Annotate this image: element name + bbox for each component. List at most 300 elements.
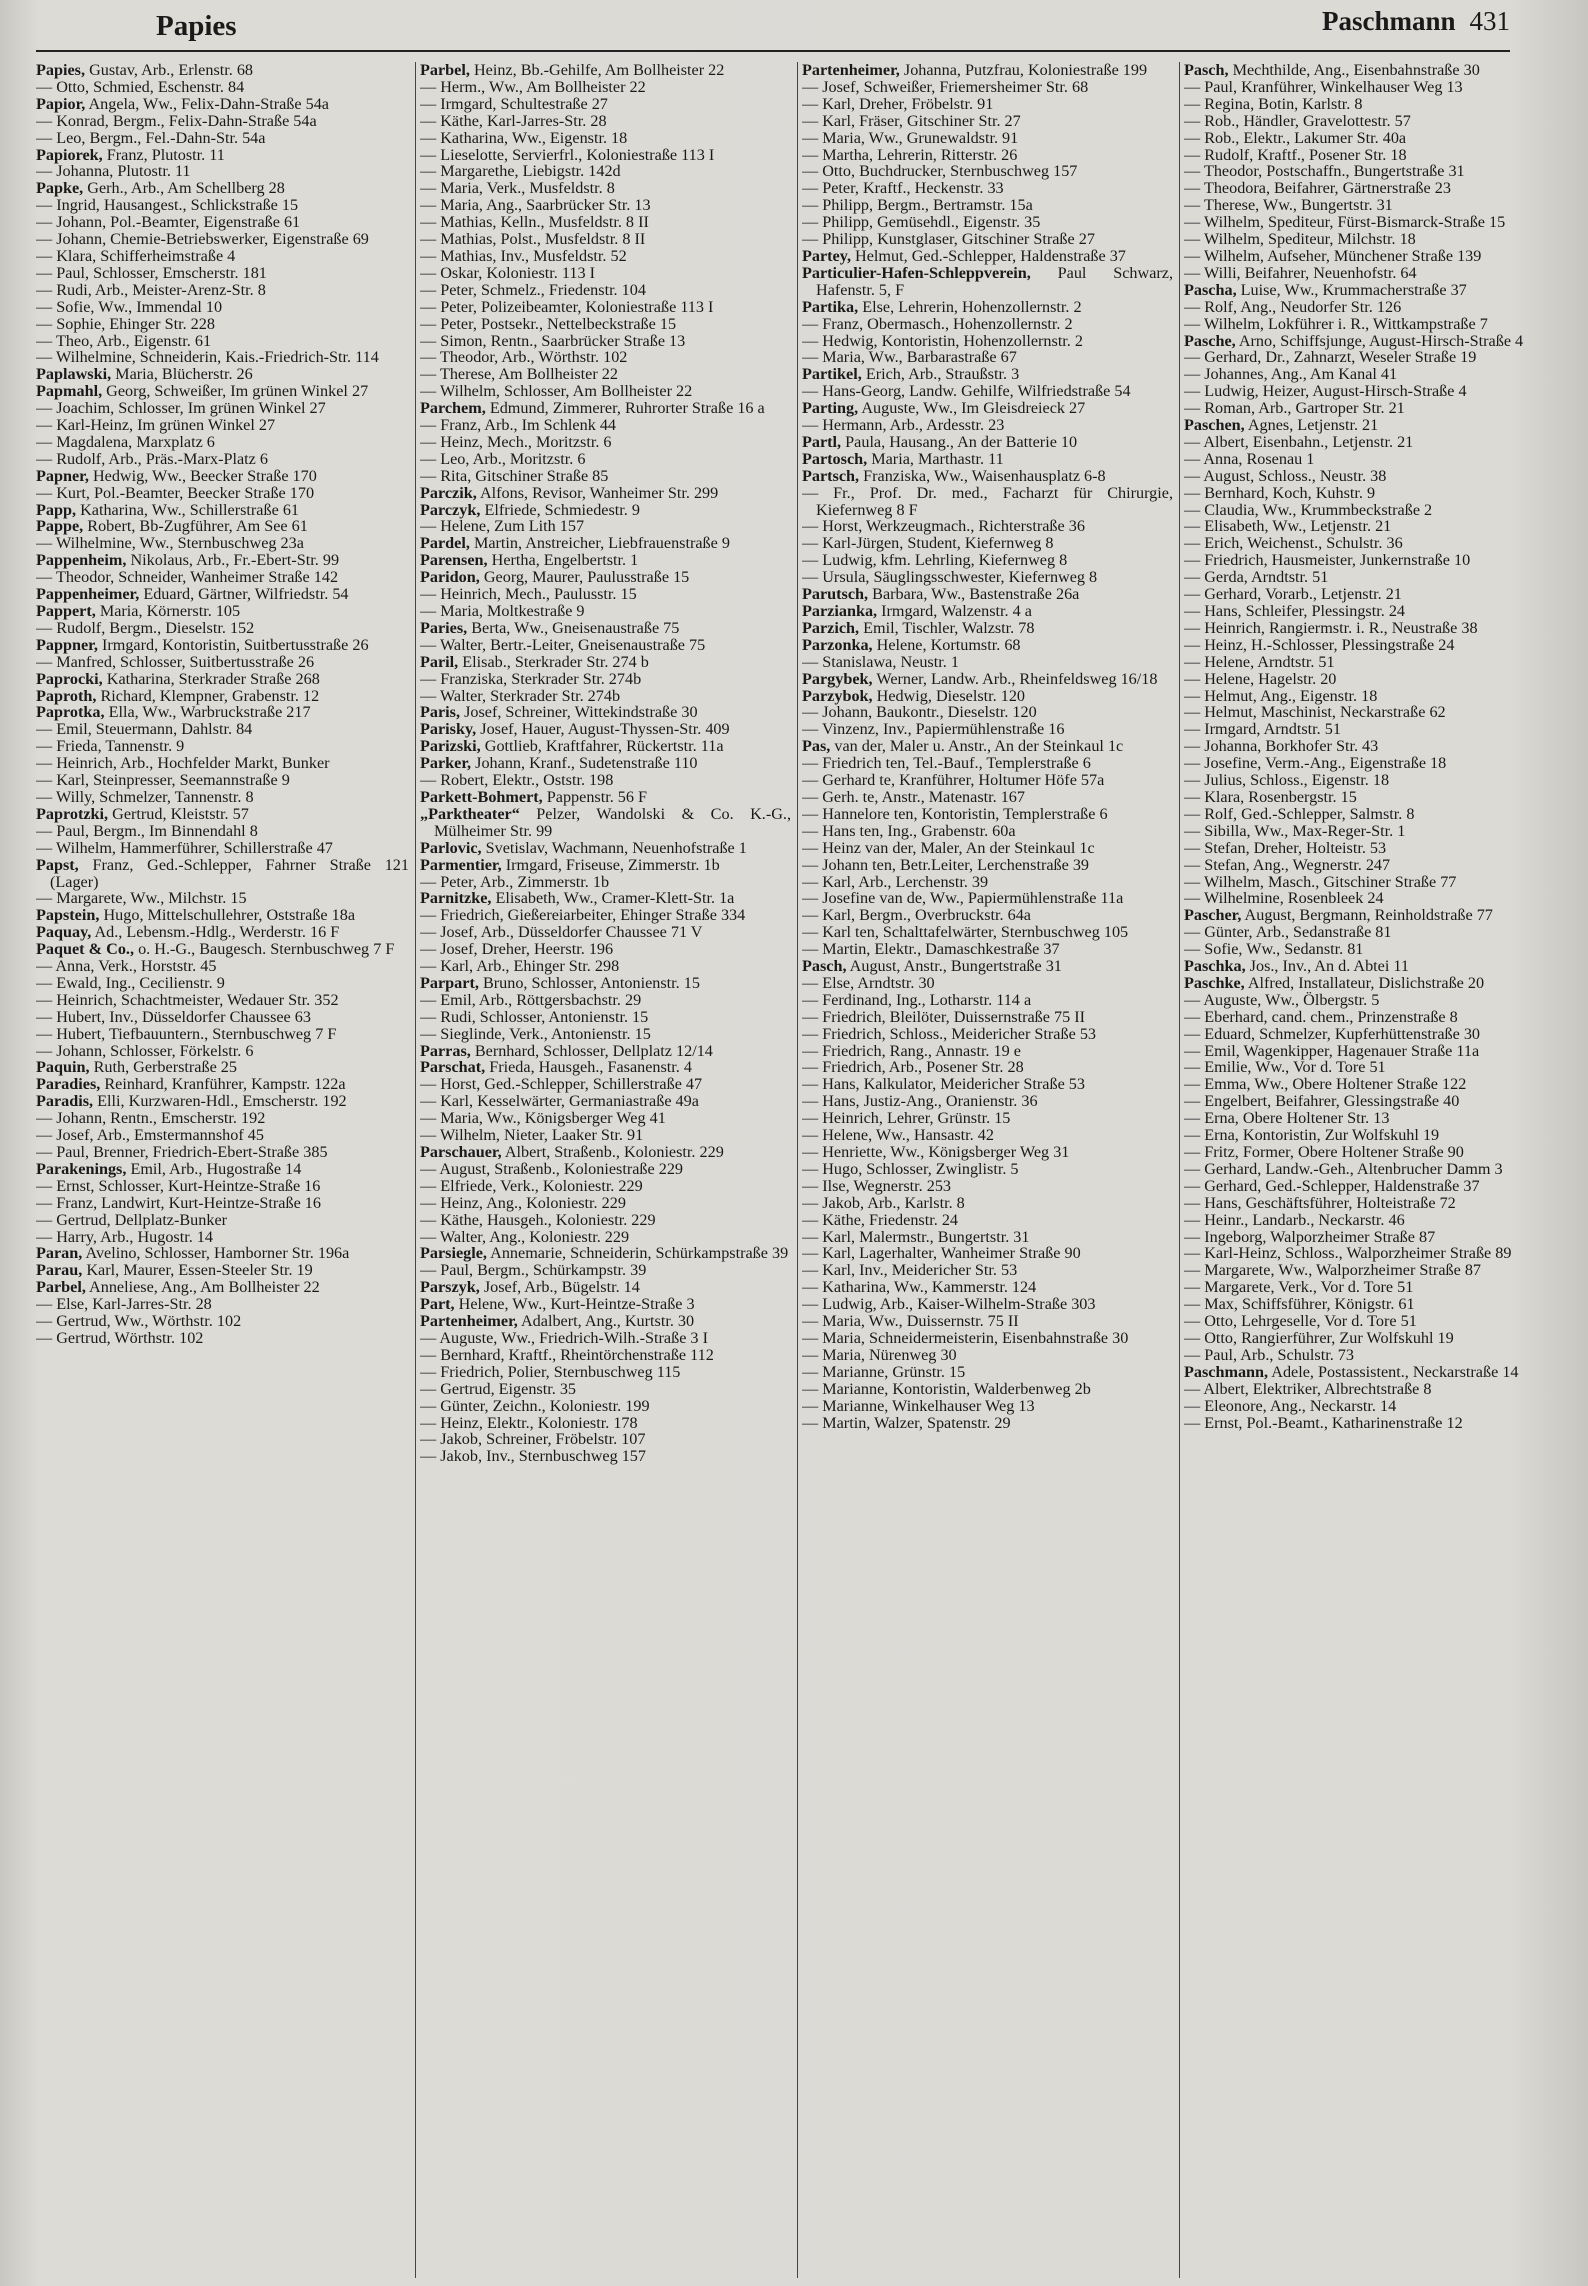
directory-entry: — Theodor, Arb., Wörthstr. 102 <box>420 348 628 367</box>
directory-entry: — Leo, Bergm., Fel.-Dahn-Str. 54a <box>36 128 266 147</box>
directory-entry: — Wilhelm, Spediteur, Milchstr. 18 <box>1184 230 1416 249</box>
directory-entry: — Irmgard, Arndtstr. 51 <box>1184 720 1341 739</box>
directory-entry: Parzybok, Hedwig, Dieselstr. 120 <box>802 686 1026 705</box>
directory-entry: — Jakob, Arb., Karlstr. 8 <box>802 1193 965 1212</box>
directory-entry: — Karl, Dreher, Fröbelstr. 91 <box>802 94 994 113</box>
directory-entry: — Stanislawa, Neustr. 1 <box>802 652 959 671</box>
directory-entry: — Maria, Moltkestraße 9 <box>420 602 585 620</box>
directory-entry: Papior, Angela, Ww., Felix-Dahn-Straße 54a <box>36 94 329 113</box>
directory-entry: — Günter, Arb., Sedanstraße 81 <box>1184 923 1392 942</box>
page-number: 431 <box>1469 6 1510 36</box>
directory-entry: Parbel, Anneliese, Ang., Am Bollheister 22 <box>36 1278 320 1297</box>
directory-entry: Pappenheim, Nikolaus, Arb., Fr.-Ebert-Str. 99 <box>36 551 340 570</box>
directory-entry: — Ludwig, Heizer, August-Hirsch-Straße 4 <box>1184 382 1467 401</box>
directory-entry: — Maria, Ww., Königsberger Weg 41 <box>420 1109 666 1128</box>
directory-entry: Parczik, Alfons, Revisor, Wanheimer Str. 299 <box>420 483 719 502</box>
directory-entry: — Albert, Elektriker, Albrechtstraße 8 <box>1184 1379 1432 1398</box>
directory-entry: — Josefine van de, Ww., Papiermühlenstraße 11a <box>802 889 1124 908</box>
directory-entry: Parpart, Bruno, Schlosser, Antonienstr. 15 <box>420 973 700 992</box>
directory-entry: — Philipp, Gemüsehdl., Eigenstr. 35 <box>802 213 1041 232</box>
directory-entry: — August, Schloss., Neustr. 38 <box>1184 466 1387 485</box>
directory-entry: — Leo, Arb., Moritzstr. 6 <box>420 449 586 468</box>
directory-entry: — Stefan, Ang., Wegnerstr. 247 <box>1184 855 1391 874</box>
directory-entry: — Heinz, H.-Schlosser, Plessingstraße 24 <box>1184 635 1455 654</box>
directory-entry: Parker, Johann, Kranf., Sudetenstraße 110 <box>420 754 698 773</box>
directory-entry: — Marianne, Grünstr. 15 <box>802 1362 966 1381</box>
directory-entry: — Josefine, Verm.-Ang., Eigenstraße 18 <box>1184 754 1447 773</box>
directory-entry: — Wilhelm, Masch., Gitschiner Straße 77 <box>1184 872 1457 891</box>
directory-entry: — Helene, Ww., Hansastr. 42 <box>802 1126 994 1145</box>
directory-entry: — Peter, Kraftf., Heckenstr. 33 <box>802 179 1004 198</box>
directory-entry: — Rita, Gitschiner Straße 85 <box>420 466 609 485</box>
directory-entry: — Hedwig, Kontoristin, Hohenzollernstr. 2 <box>802 331 1083 350</box>
directory-entry: — Philipp, Kunstglaser, Gitschiner Straße 27 <box>802 230 1095 249</box>
directory-entry: — Engelbert, Beifahrer, Glessingstraße 40 <box>1184 1092 1460 1111</box>
directory-entry: — Otto, Schmied, Eschenstr. 84 <box>36 77 245 96</box>
directory-entry: — Robert, Elektr., Oststr. 198 <box>420 771 614 790</box>
directory-entry: — Heinrich, Arb., Hochfelder Markt, Bunker <box>36 754 330 773</box>
directory-entry: Paprotzki, Gertrud, Kleiststr. 57 <box>36 804 249 823</box>
directory-entry: — Gertrud, Wörthstr. 102 <box>36 1328 204 1347</box>
directory-entry: Pasche, Arno, Schiffsjunge, August-Hirsch-Straße 4 <box>1184 331 1524 350</box>
directory-entry: — Manfred, Schlosser, Suitbertusstraße 26 <box>36 652 315 671</box>
directory-entry: Papmahl, Georg, Schweißer, Im grünen Winkel 27 <box>36 382 369 401</box>
directory-entry: — Elfriede, Verk., Koloniestr. 229 <box>420 1176 643 1195</box>
directory-entry: — Margarethe, Liebigstr. 142d <box>420 162 621 181</box>
directory-entry: — Johann, Chemie-Betriebswerker, Eigenstraße 69 <box>36 230 369 249</box>
directory-entry: — Franz, Arb., Im Schlenk 44 <box>420 416 617 435</box>
directory-entry: Parting, Auguste, Ww., Im Gleisdreieck 27 <box>802 399 1086 418</box>
directory-entry: — Paul, Bergm., Schürkampstr. 39 <box>420 1261 647 1280</box>
directory-entry: — Rudolf, Bergm., Dieselstr. 152 <box>36 618 255 637</box>
directory-entry: — Johann, Pol.-Beamter, Eigenstraße 61 <box>36 213 301 232</box>
directory-entry: — Johann, Schlosser, Förkelstr. 6 <box>36 1041 254 1060</box>
directory-entry: — Otto, Rangierführer, Zur Wolfskuhl 19 <box>1184 1328 1454 1347</box>
directory-entry: — Eberhard, cand. chem., Prinzenstraße 8 <box>1184 1007 1458 1026</box>
directory-entry: Parkett-Bohmert, Pappenstr. 56 F <box>420 787 648 806</box>
directory-entry: Paril, Elisab., Sterkrader Str. 274 b <box>420 652 649 671</box>
directory-entry: — Wilhelm, Lokführer i. R., Wittkampstraße 7 <box>1184 314 1488 333</box>
directory-entry: Pappe, Robert, Bb-Zugführer, Am See 61 <box>36 517 308 536</box>
directory-entry: Parnitzke, Elisabeth, Ww., Cramer-Klett-Str. 1a <box>420 889 735 908</box>
directory-entry: Parisky, Josef, Hauer, August-Thyssen-Str. 409 <box>420 720 730 739</box>
directory-entry: — Eleonore, Ang., Neckarstr. 14 <box>1184 1396 1397 1415</box>
directory-entry: — Herm., Ww., Am Bollheister 22 <box>420 77 646 96</box>
directory-entry: Parchem, Edmund, Zimmerer, Ruhrorter Straße 16 a <box>420 399 765 418</box>
directory-entry: — Hubert, Inv., Düsseldorfer Chaussee 63 <box>36 1007 311 1026</box>
directory-entry: — Margarete, Ww., Walporzheimer Straße 87 <box>1184 1261 1482 1280</box>
directory-entry: Papiorek, Franz, Plutostr. 11 <box>36 145 225 164</box>
directory-entry: Paquin, Ruth, Gerberstraße 25 <box>36 1058 237 1077</box>
directory-entry: Part, Helene, Ww., Kurt-Heintze-Straße 3 <box>420 1295 695 1314</box>
directory-entry: Partenheimer, Johanna, Putzfrau, Koloniestraße 199 <box>802 62 1148 79</box>
directory-entry: — Hermann, Arb., Ardesstr. 23 <box>802 416 1005 435</box>
directory-entry: — Franziska, Sterkrader Str. 274b <box>420 669 642 688</box>
directory-entry: — Erna, Obere Holtener Str. 13 <box>1184 1109 1390 1128</box>
directory-entry: Paschke, Alfred, Installateur, Dislichstraße 20 <box>1184 973 1485 992</box>
directory-entry: — Heinrich, Schachtmeister, Wedauer Str. 352 <box>36 990 339 1009</box>
directory-entry: — Friedrich ten, Tel.-Bauf., Templerstraße 6 <box>802 754 1091 773</box>
directory-entry: — Regina, Botin, Karlstr. 8 <box>1184 94 1363 113</box>
directory-entry: Partenheimer, Adalbert, Ang., Kurtstr. 30 <box>420 1312 695 1331</box>
directory-entry: — Johann, Baukontr., Dieselstr. 120 <box>802 703 1037 722</box>
directory-entry: Paries, Berta, Ww., Gneisenaustraße 75 <box>420 618 680 637</box>
directory-entry: Particulier-Hafen-Schleppverein, Paul Schwarz, Hafenstr. 5, F <box>802 263 1173 299</box>
directory-entry: — Helene, Arndtstr. 51 <box>1184 652 1335 671</box>
directory-entry: — Gertrud, Ww., Wörthstr. 102 <box>36 1312 242 1331</box>
directory-entry: — Ernst, Schlosser, Kurt-Heintze-Straße 16 <box>36 1176 321 1195</box>
header-last-name: Paschmann <box>1321 6 1456 36</box>
directory-columns <box>36 62 1570 2278</box>
directory-entry: — Sofie, Ww., Sedanstr. 81 <box>1184 940 1364 959</box>
directory-entry: Parau, Karl, Maurer, Essen-Steeler Str. 19 <box>36 1261 313 1280</box>
directory-entry: — Klara, Rosenbergstr. 15 <box>1184 787 1357 806</box>
directory-entry: — Albert, Eisenbahn., Letjenstr. 21 <box>1184 432 1414 451</box>
directory-entry: — Gertrud, Dellplatz-Bunker <box>36 1210 228 1229</box>
directory-entry: — Helmut, Ang., Eigenstr. 18 <box>1184 686 1378 705</box>
directory-entry: — Horst, Werkzeugmach., Richterstraße 36 <box>802 517 1085 536</box>
directory-entry: — Josef, Arb., Düsseldorfer Chaussee 71 V <box>420 923 703 942</box>
directory-entry: — Peter, Polizeibeamter, Koloniestraße 113 I <box>420 297 714 316</box>
header-first-name: Papies <box>156 10 237 42</box>
page-header <box>36 0 1510 52</box>
directory-entry: — Rudi, Schlosser, Antonienstr. 15 <box>420 1007 649 1026</box>
directory-entry: Parzianka, Irmgard, Walzenstr. 4 a <box>802 602 1032 620</box>
directory-entry: — August, Straßenb., Koloniestraße 229 <box>420 1159 684 1178</box>
directory-entry: — Rudi, Arb., Meister-Arenz-Str. 8 <box>36 280 266 299</box>
directory-entry: — Karl, Malermstr., Bungertstr. 31 <box>802 1227 1030 1246</box>
directory-entry: Parizski, Gottlieb, Kraftfahrer, Rückertstr. 11a <box>420 737 724 756</box>
directory-entry: — Gerhard, Ged.-Schlepper, Haldenstraße 37 <box>1184 1176 1480 1195</box>
directory-entry: Paprotka, Ella, Ww., Warbruckstraße 217 <box>36 703 311 722</box>
directory-entry: — Emma, Ww., Obere Holtener Straße 122 <box>1184 1075 1467 1094</box>
directory-entry: — Jakob, Inv., Sternbuschweg 157 <box>420 1447 646 1466</box>
directory-entry: — Auguste, Ww., Friedrich-Wilh.-Straße 3 I <box>420 1328 708 1347</box>
directory-entry: Parakenings, Emil, Arb., Hugostraße 14 <box>36 1159 302 1178</box>
directory-entry: — Karl, Arb., Lerchenstr. 39 <box>802 872 989 891</box>
directory-entry: Parmentier, Irmgard, Friseuse, Zimmerstr. 1b <box>420 855 720 874</box>
directory-entry: — Sibilla, Ww., Max-Reger-Str. 1 <box>1184 821 1406 840</box>
directory-entry: Paris, Josef, Schreiner, Wittekindstraße 30 <box>420 703 698 722</box>
directory-entry: Pasch, August, Anstr., Bungertstraße 31 <box>802 957 1062 976</box>
directory-entry: — Friedrich, Arb., Posener Str. 28 <box>802 1058 1024 1077</box>
directory-entry: Parbel, Heinz, Bb.-Gehilfe, Am Bollheister 22 <box>420 62 725 79</box>
directory-entry: — Theo, Arb., Eigenstr. 61 <box>36 331 212 350</box>
directory-entry: — Fr., Prof. Dr. med., Facharzt für Chirurgie, Kiefernweg 8 F <box>802 483 1173 519</box>
directory-entry: — Maria, Ang., Saarbrücker Str. 13 <box>420 196 651 215</box>
directory-entry: Paradies, Reinhard, Kranführer, Kampstr. 122a <box>36 1075 346 1094</box>
directory-entry: Papner, Hedwig, Ww., Beecker Straße 170 <box>36 466 317 485</box>
directory-entry: — Paul, Kranführer, Winkelhauser Weg 13 <box>1184 77 1463 96</box>
directory-entry: — Lieselotte, Servierfrl., Koloniestraße 113 I <box>420 145 715 164</box>
directory-entry: — Heinrich, Mech., Paulusstr. 15 <box>420 585 637 604</box>
directory-entry: — Harry, Arb., Hugostr. 14 <box>36 1227 213 1246</box>
directory-entry: — Theodor, Postschaffn., Bungertstraße 31 <box>1184 162 1465 181</box>
directory-entry: — Rudolf, Arb., Präs.-Marx-Platz 6 <box>36 449 268 468</box>
directory-entry: — Johannes, Ang., Am Kanal 41 <box>1184 365 1398 384</box>
directory-entry: — Karl, Arb., Ehinger Str. 298 <box>420 957 620 976</box>
directory-entry: — Wilhelm, Spediteur, Fürst-Bismarck-Straße 15 <box>1184 213 1506 232</box>
directory-entry: — Martin, Elektr., Damaschkestraße 37 <box>802 940 1060 959</box>
directory-entry: — Helene, Hagelstr. 20 <box>1184 669 1337 688</box>
directory-entry: — Ingeborg, Walporzheimer Straße 87 <box>1184 1227 1436 1246</box>
directory-entry: — Friedrich, Bleilöter, Duissernstraße 75 II <box>802 1007 1086 1026</box>
directory-entry: — Paul, Schlosser, Emscherstr. 181 <box>36 263 267 282</box>
directory-entry: — Walter, Sterkrader Str. 274b <box>420 686 621 705</box>
directory-entry: — Ewald, Ing., Cecilienstr. 9 <box>36 973 225 992</box>
directory-entry: — Hans, Justiz-Ang., Oranienstr. 36 <box>802 1092 1038 1111</box>
directory-entry: — Klara, Schifferheimstraße 4 <box>36 246 236 265</box>
directory-entry: Partl, Paula, Hausang., An der Batterie 10 <box>802 432 1078 451</box>
directory-entry: — Hans, Kalkulator, Meidericher Straße 53 <box>802 1075 1085 1094</box>
directory-entry: — Maria, Ww., Barbarastraße 67 <box>802 348 1017 367</box>
directory-entry: — Ilse, Wegnerstr. 253 <box>802 1176 952 1195</box>
directory-entry: — Paul, Bergm., Im Binnendahl 8 <box>36 821 258 840</box>
directory-entry: — Peter, Postsekr., Nettelbeckstraße 15 <box>420 314 677 333</box>
directory-entry: — Walter, Ang., Koloniestr. 229 <box>420 1227 630 1246</box>
directory-entry: — Karl, Kesselwärter, Germaniastraße 49a <box>420 1092 699 1111</box>
directory-entry: Pascha, Luise, Ww., Krummacherstraße 37 <box>1184 280 1467 299</box>
directory-entry: Pas, van der, Maler u. Anstr., An der Steinkaul 1c <box>802 737 1124 756</box>
directory-entry: — Emil, Arb., Röttgersbachstr. 29 <box>420 990 642 1009</box>
directory-entry: — Walter, Bertr.-Leiter, Gneisenaustraße 75 <box>420 635 706 654</box>
directory-entry: Parschauer, Albert, Straßenb., Koloniestr. 229 <box>420 1143 724 1161</box>
directory-entry: — Käthe, Karl-Jarres-Str. 28 <box>420 111 607 130</box>
directory-entry: — Sofie, Ww., Immendal 10 <box>36 297 223 316</box>
directory-entry: Paschmann, Adele, Postassistent., Neckarstraße 14 <box>1184 1362 1519 1381</box>
directory-entry: — Karl, Inv., Meidericher Str. 53 <box>802 1261 1018 1280</box>
directory-entry: Parensen, Hertha, Engelbertstr. 1 <box>420 551 639 570</box>
directory-entry: — Paul, Arb., Schulstr. 73 <box>1184 1345 1354 1364</box>
directory-entry: Parras, Bernhard, Schlosser, Dellplatz 12/14 <box>420 1041 713 1060</box>
directory-entry: Paproth, Richard, Klempner, Grabenstr. 12 <box>36 686 320 705</box>
directory-entry: — Gerda, Arndtstr. 51 <box>1184 568 1329 587</box>
directory-entry: — Simon, Rentn., Saarbrücker Straße 13 <box>420 331 686 350</box>
directory-entry: Partika, Else, Lehrerin, Hohenzollernstr. 2 <box>802 297 1082 316</box>
directory-entry: — Heinrich, Rangiermstr. i. R., Neustraße 38 <box>1184 618 1478 637</box>
directory-entry: — Ernst, Pol.-Beamt., Katharinenstraße 12 <box>1184 1413 1463 1432</box>
directory-entry: — Paul, Brenner, Friedrich-Ebert-Straße 385 <box>36 1143 328 1161</box>
directory-entry: — Emilie, Ww., Vor d. Tore 51 <box>1184 1058 1386 1077</box>
directory-entry: — Johanna, Borkhofer Str. 43 <box>1184 737 1379 756</box>
directory-entry: Paquay, Ad., Lebensm.-Hdlg., Werderstr. 16 F <box>36 923 340 942</box>
directory-entry: Paradis, Elli, Kurzwaren-Hdl., Emscherstr. 192 <box>36 1092 347 1111</box>
directory-entry: — Karl ten, Schalttafelwärter, Sternbuschweg 105 <box>802 923 1129 942</box>
directory-entry: — Sieglinde, Verk., Antonienstr. 15 <box>420 1024 651 1043</box>
directory-entry: — Heinz, Ang., Koloniestr. 229 <box>420 1193 626 1212</box>
directory-entry: — Horst, Ged.-Schlepper, Schillerstraße 47 <box>420 1075 703 1094</box>
directory-entry: — Emil, Steuermann, Dahlstr. 84 <box>36 720 253 739</box>
directory-entry: Pargybek, Werner, Landw. Arb., Rheinfeldsweg 16/18 <box>802 669 1158 688</box>
directory-entry: „Parktheater“ Pelzer, Wandolski & Co. K.-G., Mülheimer Str. 99 <box>420 804 791 840</box>
directory-entry: — Claudia, Ww., Krummbeckstraße 2 <box>1184 500 1433 519</box>
directory-entry: Papp, Katharina, Ww., Schillerstraße 61 <box>36 500 300 519</box>
directory-entry: — Roman, Arb., Gartroper Str. 21 <box>1184 399 1405 418</box>
directory-entry: Parczyk, Elfriede, Schmiedestr. 9 <box>420 500 640 519</box>
directory-entry: — Ursula, Säuglingsschwester, Kiefernweg 8 <box>802 568 1098 587</box>
directory-entry: Parsiegle, Annemarie, Schneiderin, Schürkampstraße 39 <box>420 1244 789 1263</box>
directory-entry: — Gertrud, Eigenstr. 35 <box>420 1379 577 1398</box>
directory-entry: — Karl, Bergm., Overbruckstr. 64a <box>802 906 1031 925</box>
directory-entry: Pappenheimer, Eduard, Gärtner, Wilfriedstr. 54 <box>36 585 349 604</box>
directory-entry: — Günter, Zeichn., Koloniestr. 199 <box>420 1396 650 1415</box>
directory-entry: — Willy, Schmelzer, Tannenstr. 8 <box>36 787 254 806</box>
directory-entry: — Karl, Fräser, Gitschiner Str. 27 <box>802 111 1021 130</box>
directory-entry: Partikel, Erich, Arb., Straußstr. 3 <box>802 365 1020 384</box>
directory-entry: — Heinrich, Lehrer, Grünstr. 15 <box>802 1109 1011 1128</box>
directory-entry: Pascher, August, Bergmann, Reinholdstraße 77 <box>1184 906 1493 925</box>
directory-entry: — Irmgard, Schultestraße 27 <box>420 94 608 113</box>
directory-entry: — Elisabeth, Ww., Letjenstr. 21 <box>1184 517 1392 536</box>
directory-entry: — Hans-Georg, Landw. Gehilfe, Wilfriedstraße 54 <box>802 382 1131 401</box>
directory-entry: — Wilhelmine, Ww., Sternbuschweg 23a <box>36 534 304 553</box>
directory-entry: — Frieda, Tannenstr. 9 <box>36 737 185 756</box>
directory-entry: — Wilhelm, Nieter, Laaker Str. 91 <box>420 1126 644 1145</box>
directory-entry: — Josef, Schweißer, Friemersheimer Str. 68 <box>802 77 1089 96</box>
directory-entry: — Therese, Am Bollheister 22 <box>420 365 618 384</box>
column-2 <box>420 62 798 2278</box>
directory-entry: — Martha, Lehrerin, Ritterstr. 26 <box>802 145 1018 164</box>
directory-entry: — Josef, Dreher, Heerstr. 196 <box>420 940 614 959</box>
directory-entry: — Helene, Zum Lith 157 <box>420 517 585 536</box>
directory-entry: Parszyk, Josef, Arb., Bügelstr. 14 <box>420 1278 640 1297</box>
directory-entry: — Max, Schiffsführer, Königstr. 61 <box>1184 1295 1415 1314</box>
directory-entry: — Franz, Landwirt, Kurt-Heintze-Straße 16 <box>36 1193 321 1212</box>
directory-entry: — Marianne, Kontoristin, Walderbenweg 2b <box>802 1379 1091 1398</box>
directory-entry: Partosch, Maria, Marthastr. 11 <box>802 449 1004 468</box>
directory-entry: — Vinzenz, Inv., Papiermühlenstraße 16 <box>802 720 1065 739</box>
directory-entry: — Joachim, Schlosser, Im grünen Winkel 27 <box>36 399 326 418</box>
directory-entry: — Gerhard, Dr., Zahnarzt, Weseler Straße 19 <box>1184 348 1477 367</box>
directory-entry: — Ludwig, kfm. Lehrling, Kiefernweg 8 <box>802 551 1068 570</box>
directory-entry: — Erich, Weichenst., Schulstr. 36 <box>1184 534 1403 553</box>
directory-entry: — Emil, Wagenkipper, Hagenauer Straße 11a <box>1184 1041 1480 1060</box>
directory-entry: — Rob., Händler, Gravelottestr. 57 <box>1184 111 1411 130</box>
directory-entry: — Käthe, Friedenstr. 24 <box>802 1210 959 1229</box>
directory-entry: — Rudolf, Kraftf., Posener Str. 18 <box>1184 145 1407 164</box>
directory-entry: — Karl-Heinz, Im grünen Winkel 27 <box>36 416 276 435</box>
directory-entry: — Karl-Jürgen, Student, Kiefernweg 8 <box>802 534 1054 553</box>
directory-entry: — Maria, Nürenweg 30 <box>802 1345 957 1364</box>
directory-entry: — Peter, Arb., Zimmerstr. 1b <box>420 872 610 891</box>
directory-entry: — Willi, Beifahrer, Neuenhofstr. 64 <box>1184 263 1417 282</box>
directory-entry: — Margarete, Ww., Milchstr. 15 <box>36 889 247 908</box>
directory-entry: — Martin, Walzer, Spatenstr. 29 <box>802 1413 1011 1432</box>
directory-entry: — Katharina, Ww., Eigenstr. 18 <box>420 128 628 147</box>
directory-entry: — Käthe, Hausgeh., Koloniestr. 229 <box>420 1210 656 1229</box>
directory-entry: Papstein, Hugo, Mittelschullehrer, Oststraße 18a <box>36 906 356 925</box>
directory-entry: — Friedrich, Rang., Annastr. 19 e <box>802 1041 1021 1060</box>
directory-entry: — Wilhelm, Schlosser, Am Bollheister 22 <box>420 382 693 401</box>
directory-entry: — Therese, Ww., Bungertstr. 31 <box>1184 196 1393 215</box>
directory-entry: — Margarete, Verk., Vor d. Tore 51 <box>1184 1278 1414 1297</box>
directory-entry: — Josef, Arb., Emstermannshof 45 <box>36 1126 264 1145</box>
directory-entry: — Wilhelm, Hammerführer, Schillerstraße 47 <box>36 838 333 857</box>
directory-entry: — Johann, Rentn., Emscherstr. 192 <box>36 1109 266 1128</box>
directory-entry: Parschat, Frieda, Hausgeh., Fasanenstr. 4 <box>420 1058 692 1077</box>
directory-entry: — Anna, Verk., Horststr. 45 <box>36 957 217 976</box>
directory-entry: Paran, Avelino, Schlosser, Hamborner Str. 196a <box>36 1244 350 1263</box>
directory-entry: — Erna, Kontoristin, Zur Wolfskuhl 19 <box>1184 1126 1440 1145</box>
directory-entry: — Oskar, Koloniestr. 113 I <box>420 263 595 282</box>
directory-entry: — Jakob, Schreiner, Fröbelstr. 107 <box>420 1430 646 1449</box>
directory-entry: — Rolf, Ged.-Schlepper, Salmstr. 8 <box>1184 804 1415 823</box>
directory-entry: — Hugo, Schlosser, Zwinglistr. 5 <box>802 1159 1019 1178</box>
directory-entry: — Karl-Heinz, Schloss., Walporzheimer Straße 89 <box>1184 1244 1512 1263</box>
directory-entry: — Ludwig, Arb., Kaiser-Wilhelm-Straße 303 <box>802 1295 1096 1314</box>
directory-entry: — Henriette, Ww., Königsberger Weg 31 <box>802 1143 1070 1161</box>
directory-entry: — Philipp, Bergm., Bertramstr. 15a <box>802 196 1033 215</box>
directory-entry: Papst, Franz, Ged.-Schlepper, Fahrner Straße 121 (Lager) <box>36 855 409 891</box>
directory-entry: — Hannelore ten, Kontoristin, Templerstraße 6 <box>802 804 1108 823</box>
directory-entry: — Ingrid, Hausangest., Schlickstraße 15 <box>36 196 299 215</box>
directory-entry: — Helmut, Maschinist, Neckarstraße 62 <box>1184 703 1446 722</box>
directory-entry: Parlovic, Svetislav, Wachmann, Neuenhofstraße 1 <box>420 838 747 857</box>
directory-entry: — Kurt, Pol.-Beamter, Beecker Straße 170 <box>36 483 315 502</box>
directory-entry: — Otto, Buchdrucker, Sternbuschweg 157 <box>802 162 1078 181</box>
directory-entry: — Friedrich, Polier, Sternbuschweg 115 <box>420 1362 681 1381</box>
directory-entry: Paschen, Agnes, Letjenstr. 21 <box>1184 416 1379 435</box>
directory-entry: Paplawski, Maria, Blücherstr. 26 <box>36 365 253 384</box>
directory-entry: — Julius, Schloss., Eigenstr. 18 <box>1184 771 1390 790</box>
directory-entry: — Gerhard te, Kranführer, Holtumer Höfe 57a <box>802 771 1105 790</box>
directory-entry: — Heinr., Landarb., Neckarstr. 46 <box>1184 1210 1405 1229</box>
directory-entry: Pasch, Mechthilde, Ang., Eisenbahnstraße 30 <box>1184 62 1480 79</box>
directory-entry: Pappert, Maria, Körnerstr. 105 <box>36 602 241 620</box>
directory-entry: — Heinz van der, Maler, An der Steinkaul 1c <box>802 838 1095 857</box>
directory-entry: — Anna, Rosenau 1 <box>1184 449 1315 468</box>
directory-entry: Paquet & Co., o. H.-G., Baugesch. Sternbuschweg 7 F <box>36 940 395 959</box>
directory-entry: — Heinz, Mech., Moritzstr. 6 <box>420 432 612 451</box>
directory-entry: Partey, Helmut, Ged.-Schlepper, Haldenstraße 37 <box>802 246 1126 265</box>
directory-entry: — Bernhard, Koch, Kuhstr. 9 <box>1184 483 1376 502</box>
directory-entry: Parzich, Emil, Tischler, Walzstr. 78 <box>802 618 1035 637</box>
directory-entry: — Johann ten, Betr.Leiter, Lerchenstraße 39 <box>802 855 1090 874</box>
directory-entry: Paprocki, Katharina, Sterkrader Straße 268 <box>36 669 320 688</box>
directory-entry: — Hubert, Tiefbauuntern., Sternbuschweg 7 F <box>36 1024 337 1043</box>
directory-entry: — Gerhard, Vorarb., Letjenstr. 21 <box>1184 585 1402 604</box>
directory-entry: Parzonka, Helene, Kortumstr. 68 <box>802 635 1021 654</box>
directory-entry: — Maria, Ww., Grunewaldstr. 91 <box>802 128 1019 147</box>
directory-entry: — Theodor, Schneider, Wanheimer Straße 142 <box>36 568 339 587</box>
directory-entry: — Franz, Obermasch., Hohenzollernstr. 2 <box>802 314 1073 333</box>
header-last-name-and-page <box>1322 6 1510 37</box>
directory-entry: — Peter, Schmelz., Friedenstr. 104 <box>420 280 646 299</box>
directory-entry: — Maria, Ww., Duissernstr. 75 II <box>802 1312 1019 1331</box>
directory-entry: — Rolf, Ang., Neudorfer Str. 126 <box>1184 297 1402 316</box>
directory-entry: Partsch, Franziska, Ww., Waisenhausplatz 6-8 <box>802 466 1106 485</box>
directory-entry: Pappner, Irmgard, Kontoristin, Suitbertusstraße 26 <box>36 635 369 654</box>
directory-entry: — Karl, Lagerhalter, Wanheimer Straße 90 <box>802 1244 1081 1263</box>
directory-entry: Papies, Gustav, Arb., Erlenstr. 68 <box>36 62 254 79</box>
directory-entry: — Heinz, Elektr., Koloniestr. 178 <box>420 1413 638 1432</box>
directory-entry: — Rob., Elektr., Lakumer Str. 40a <box>1184 128 1407 147</box>
directory-entry: — Mathias, Inv., Musfeldstr. 52 <box>420 246 627 265</box>
directory-entry: — Konrad, Bergm., Felix-Dahn-Straße 54a <box>36 111 317 130</box>
directory-entry: — Katharina, Ww., Kammerstr. 124 <box>802 1278 1037 1297</box>
directory-entry: — Else, Karl-Jarres-Str. 28 <box>36 1295 212 1314</box>
directory-entry: — Friedrich, Gießereiarbeiter, Ehinger Straße 334 <box>420 906 746 925</box>
directory-entry: — Wilhelmine, Rosenbleek 24 <box>1184 889 1384 908</box>
directory-entry: — Bernhard, Kraftf., Rheintörchenstraße 112 <box>420 1345 714 1364</box>
directory-entry: — Wilhelm, Aufseher, Münchener Straße 139 <box>1184 246 1482 265</box>
directory-entry: — Maria, Schneidermeisterin, Eisenbahnstraße 30 <box>802 1328 1129 1347</box>
directory-entry: — Sophie, Ehinger Str. 228 <box>36 314 215 333</box>
directory-entry: — Hans, Schleifer, Plessingstr. 24 <box>1184 602 1406 620</box>
directory-entry: — Maria, Verk., Musfeldstr. 8 <box>420 179 615 198</box>
directory-entry: Paridon, Georg, Maurer, Paulusstraße 15 <box>420 568 690 587</box>
directory-entry: Pardel, Martin, Anstreicher, Liebfrauenstraße 9 <box>420 534 730 553</box>
